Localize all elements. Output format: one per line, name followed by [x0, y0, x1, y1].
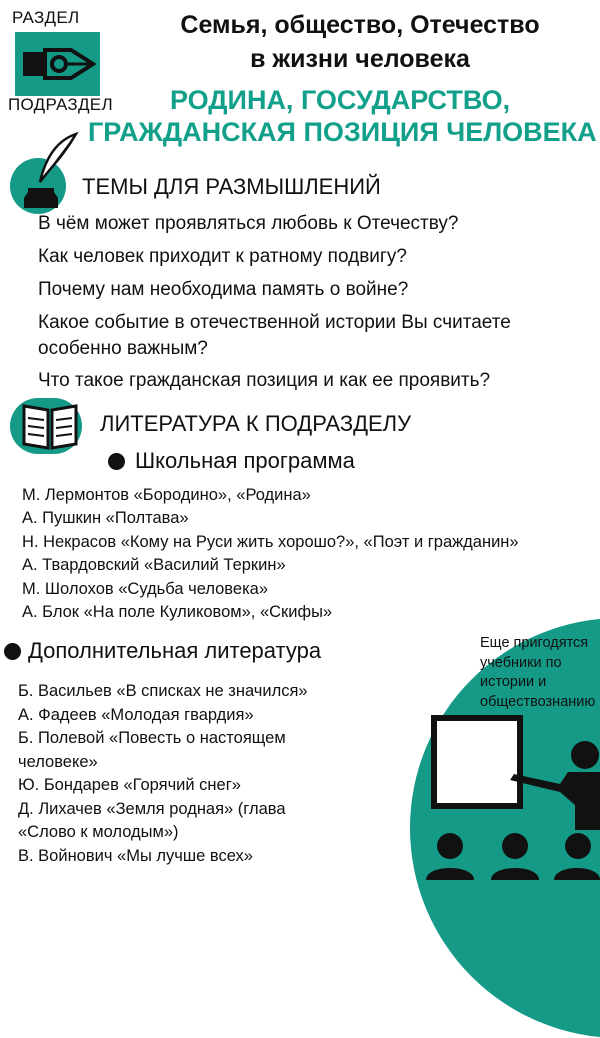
note-line: обществознанию	[480, 693, 596, 710]
list-item: А. Блок «На поле Куликовом», «Скифы»	[22, 603, 333, 622]
note-line: Еще пригодятся	[480, 635, 589, 651]
page-title	[150, 8, 570, 76]
list-item: человеке»	[18, 752, 98, 771]
note-line: учебники по	[480, 654, 562, 671]
school-literature-list	[22, 484, 519, 624]
question-item: особенно важным?	[38, 338, 208, 359]
list-item: Д. Лихачев «Земля родная» (глава	[18, 799, 286, 818]
question-item: В чём может проявляться любовь к Отечеству?	[38, 213, 459, 234]
students-icon	[420, 830, 600, 880]
note-line: истории и	[480, 674, 547, 690]
subtitle-line1: РОДИНА, ГОСУДАРСТВО,	[170, 85, 511, 115]
school-program-heading: Школьная программа	[135, 448, 355, 473]
list-item: А. Твардовский «Василий Теркин»	[22, 556, 286, 575]
extra-literature-heading: Дополнительная литература	[28, 638, 322, 663]
page-title-line2: в жизни человека	[250, 45, 470, 73]
section-logo	[15, 32, 100, 96]
list-item: М. Шолохов «Судьба человека»	[22, 579, 269, 598]
subsection-label: ПОДРАЗДЕЛ	[8, 95, 113, 114]
question-item: Что такое гражданская позиция и как ее проявить?	[38, 370, 491, 391]
quill-inkwell-icon	[10, 128, 90, 218]
textbook-note	[480, 634, 600, 712]
bullet-icon	[4, 643, 21, 660]
question-item: Какое событие в отечественной истории Вы считаете	[38, 312, 511, 333]
list-item: В. Войнович «Мы лучше всех»	[18, 846, 253, 865]
section-label: РАЗДЕЛ	[12, 8, 80, 27]
list-item: Б. Полевой «Повесть о настоящем	[18, 729, 286, 747]
list-item: А. Пушкин «Полтава»	[22, 509, 189, 528]
page-title-line1: Семья, общество, Отечество	[180, 11, 540, 39]
list-item: М. Лермонтов «Бородино», «Родина»	[22, 486, 311, 504]
list-item: Ю. Бондарев «Горячий снег»	[18, 776, 241, 794]
bullet-icon	[108, 453, 125, 470]
literature-heading: ЛИТЕРАТУРА К ПОДРАЗДЕЛУ	[100, 411, 412, 436]
extra-literature-list	[18, 680, 308, 868]
subtitle-line2: ГРАЖДАНСКАЯ ПОЗИЦИЯ ЧЕЛОВЕКА	[88, 117, 597, 147]
list-item: А. Фадеев «Молодая гвардия»	[18, 705, 254, 724]
question-item: Как человек приходит к ратному подвигу?	[38, 246, 407, 267]
open-book-icon	[14, 398, 86, 454]
list-item: Б. Васильев «В списках не значился»	[18, 682, 308, 700]
themes-heading: ТЕМЫ ДЛЯ РАЗМЫШЛЕНИЙ	[82, 174, 381, 199]
list-item: Н. Некрасов «Кому на Руси жить хорошо?», «Поэт и гражданин»	[22, 532, 519, 551]
question-item: Почему нам необходима память о войне?	[38, 279, 409, 300]
list-item: «Слово к молодым»)	[18, 823, 179, 841]
pen-nib-icon	[15, 32, 100, 96]
